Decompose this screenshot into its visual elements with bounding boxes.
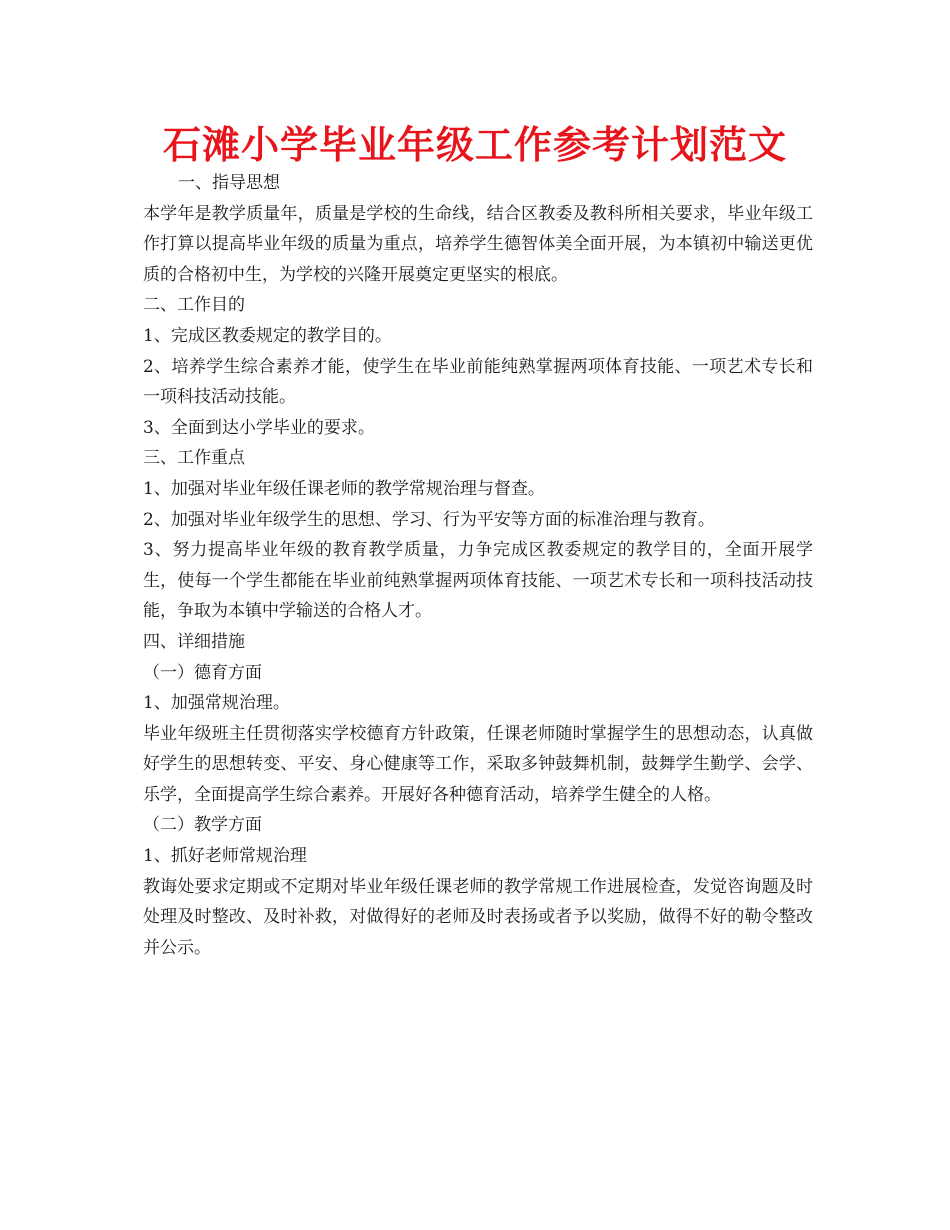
heading-work-goals: 二、工作目的 <box>143 295 245 316</box>
heading-detailed-measures: 四、详细措施 <box>143 631 245 652</box>
heading-work-focus: 三、工作重点 <box>143 448 245 469</box>
document-title: 石滩小学毕业年级工作参考计划范文 <box>162 123 787 167</box>
heading-guiding-ideology: 一、指导思想 <box>178 173 280 193</box>
paragraph: 本学年是教学质量年，质量是学校的生命线，结合区教委及教科所相关要求，毕业年级工作打算以提高毕业年级的质量为重点，培养学生德智体美全面开展，为本镇初中输送更优质的合格初中生，为学校的兴隆开展奠定更坚实的根底。 <box>143 203 813 285</box>
list-item: 3、努力提高毕业年级的教育教学质量，力争完成区教委规定的教学目的，全面开展学生，使每一个学生都能在毕业前纯熟掌握两项体育技能、一项艺术专长和一项科技活动技能，争取为本镇中学输送的合格人才。 <box>143 540 813 622</box>
list-item: 2、培养学生综合素养才能，使学生在毕业前能纯熟掌握两项体育技能、一项艺术专长和一项科技活动技能。 <box>143 356 813 408</box>
document-body <box>143 168 813 963</box>
list-item: 1、加强对毕业年级任课老师的教学常规治理与督查。 <box>143 478 545 499</box>
list-item: 1、抓好老师常规治理 <box>143 846 307 867</box>
list-item: 3、全面到达小学毕业的要求。 <box>143 417 375 438</box>
paragraph: 毕业年级班主任贯彻落实学校德育方针政策，任课老师随时掌握学生的思想动态，认真做好学生的思想转变、平安、身心健康等工作，采取多钟鼓舞机制，鼓舞学生勤学、会学、乐学，全面提高学生综合素养。开展好各种德育活动，培养学生健全的人格。 <box>143 723 813 805</box>
list-item: 2、加强对毕业年级学生的思想、学习、行为平安等方面的标准治理与教育。 <box>143 509 715 530</box>
subheading-teaching: （二）教学方面 <box>143 815 262 836</box>
list-item: 1、完成区教委规定的教学目的。 <box>143 325 392 346</box>
paragraph: 教诲处要求定期或不定期对毕业年级任课老师的教学常规工作进展检查，发觉咨询题及时处理及时整改、及时补救，对做得好的老师及时表扬或者予以奖励，做得不好的勒令整改并公示。 <box>143 876 813 958</box>
subheading-moral-education: （一）德育方面 <box>143 662 262 683</box>
list-item: 1、加强常规治理。 <box>143 693 290 714</box>
